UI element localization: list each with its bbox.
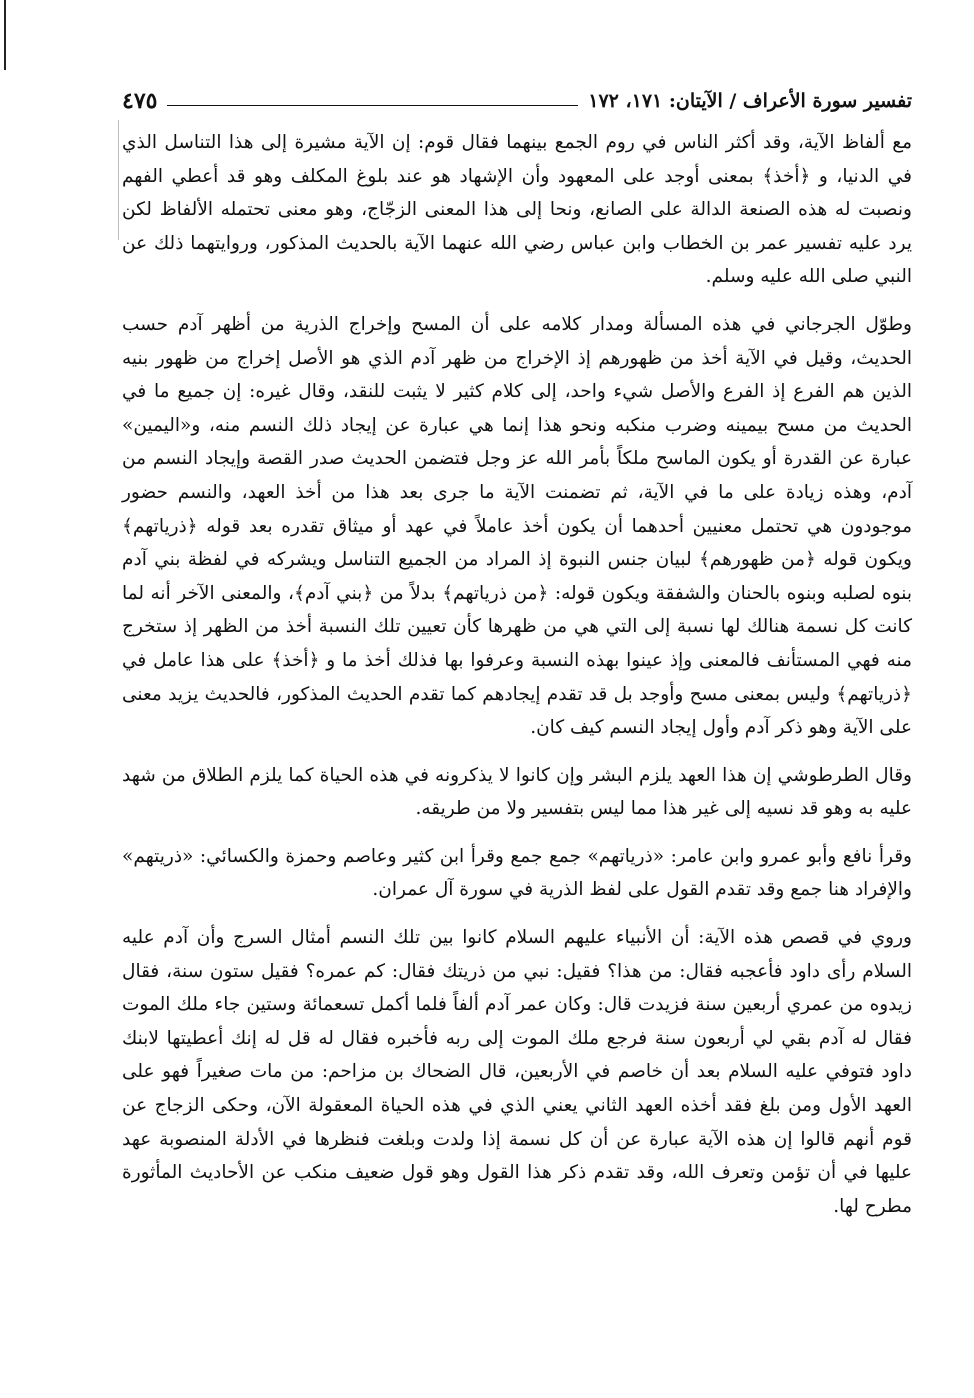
paragraph-5: وروي في قصص هذه الآية: أن الأنبياء عليهم السلام كانوا بين تلك النسم أمثال السرج وأن آدم عليه السلام رأى داود فأعجبه فقال: من هذا؟ فقيل: نبي من ذريتك فقال: كم عمره؟ فقيل ستون سنة، فقال زيدوه من عمري أربعين سنة فزيدت قال: وكان عمر آدم ألفاً فلما أكمل تسعمائة وستين جاء ملك الموت فقال له آدم بقي لي أربعون سنة فرجع ملك الموت إلى ربه فأخبره فقال له قل له إنك أعطيتها لابنك داود فتوفي عليه السلام بعد أن خاصم في الأربعين، قال الضحاك بن مزاحم: من مات صغيراً فهو على العهد الأول ومن بلغ فقد أخذه العهد الثاني يعني الذي في هذه الحياة المعقولة الآن، وحكى الزجاج عن قوم أنهم قالوا إن هذه الآية عبارة عن أن كل نسمة إذا ولدت وبلغت فنظرها في الأدلة المنصوبة عهد عليها في أن تؤمن وتعرف الله، وقد تقدم ذكر هذا القول وهو قول ضعيف منكب عن الأحاديث المأثورة مطرح لها. [122,927,912,1217]
header-rule [167,105,578,106]
scan-margin-mark [118,120,119,240]
running-title: تفسير سورة الأعراف / الآيتان: ١٧١، ١٧٢ [588,90,912,112]
scan-edge-mark [4,0,6,70]
page-number: ٤٧٥ [122,88,158,114]
page-header [122,84,912,118]
paragraph-4: وقرأ نافع وأبو عمرو وابن عامر: «ذرياتهم» جمع جمع وقرأ ابن كثير وعاصم وحمزة والكسائي: «ذريتهم» والإفراد هنا جمع وقد تقدم القول على لفظ الذرية في سورة آل عمران. [122,845,912,901]
paragraph-1: مع ألفاظ الآية، وقد أكثر الناس في روم الجمع بينهما فقال قوم: إن الآية مشيرة إلى هذا التناسل الذي في الدنيا، و ﴿أخذ﴾ بمعنى أوجد على المعهود وأن الإشهاد هو عند بلوغ المكلف وهو قد أعطي الفهم ونصبت له هذه الصنعة الدالة على الصانع، ونحا إلى هذا المعنى الزجّاج، وهو معنى تحتمله الألفاظ لكن يرد عليه تفسير عمر بن الخطاب وابن عباس رضي الله عنهما الآية بالحديث المذكور، وروايتهما ذلك عن النبي صلى الله عليه وسلم. [122,132,912,288]
paragraph-3: وقال الطرطوشي إن هذا العهد يلزم البشر وإن كانوا لا يذكرونه في هذه الحياة كما يلزم الطلاق من شهد عليه به وهو قد نسيه إلى غير هذا مما ليس بتفسير ولا من طريقه. [122,764,912,820]
paragraph-2: وطوّل الجرجاني في هذه المسألة ومدار كلامه على أن المسح وإخراج الذرية من أظهر آدم حسب الحديث، وقيل في الآية أخذ من ظهورهم إذ الإخراج من ظهر آدم الذي هو الأصل إخراج من ظهور بنيه الذين هم الفرع إذ الفرع والأصل شيء واحد، إلى كلام كثير لا يثبت للنقد، وقال غيره: إن جميع ما في الحديث من مسح بيمينه وضرب منكبه ونحو هذا إنما هي عبارة عن إيجاد ذلك النسم منه، و«اليمين» عبارة عن القدرة أو يكون الماسح ملكاً بأمر الله عز وجل فتضمن الحديث صدر القصة وإيجاد النسم من آدم، وهذه زيادة على ما في الآية، ثم تضمنت الآية ما جرى بعد هذا من أخذ العهد، والنسم حضور موجودون هي تحتمل معنيين أحدهما أن يكون أخذ عاملاً في عهد أو ميثاق تقدره بعد قوله ﴿ذرياتهم﴾ ويكون قوله ﴿من ظهورهم﴾ لبيان جنس النبوة إذ المراد من الجميع التناسل ويشركه في لفظة بني آدم بنوه لصلبه وبنوه بالحنان والشفقة ويكون قوله: ﴿من ذرياتهم﴾ بدلاً من ﴿بني آدم﴾، والمعنى الآخر أنه لما كانت كل نسمة هنالك لها نسبة إلى التي هي من ظهرها كأن تعيين تلك النسبة أخذ من الظهر إذ ستخرج منه فهي المستأنف فالمعنى وإذ عينوا بهذه النسبة وعرفوا بها فذلك أخذ ما و ﴿أخذ﴾ على هذا عامل في ﴿ذرياتهم﴾ وليس بمعنى مسح وأوجد بل قد تقدم إيجادهم كما تقدم الحديث المذكور، فالحديث يزيد معنى على الآية وهو ذكر آدم وأول إيجاد النسم كيف كان. [122,313,912,739]
body-text [122,126,912,1223]
